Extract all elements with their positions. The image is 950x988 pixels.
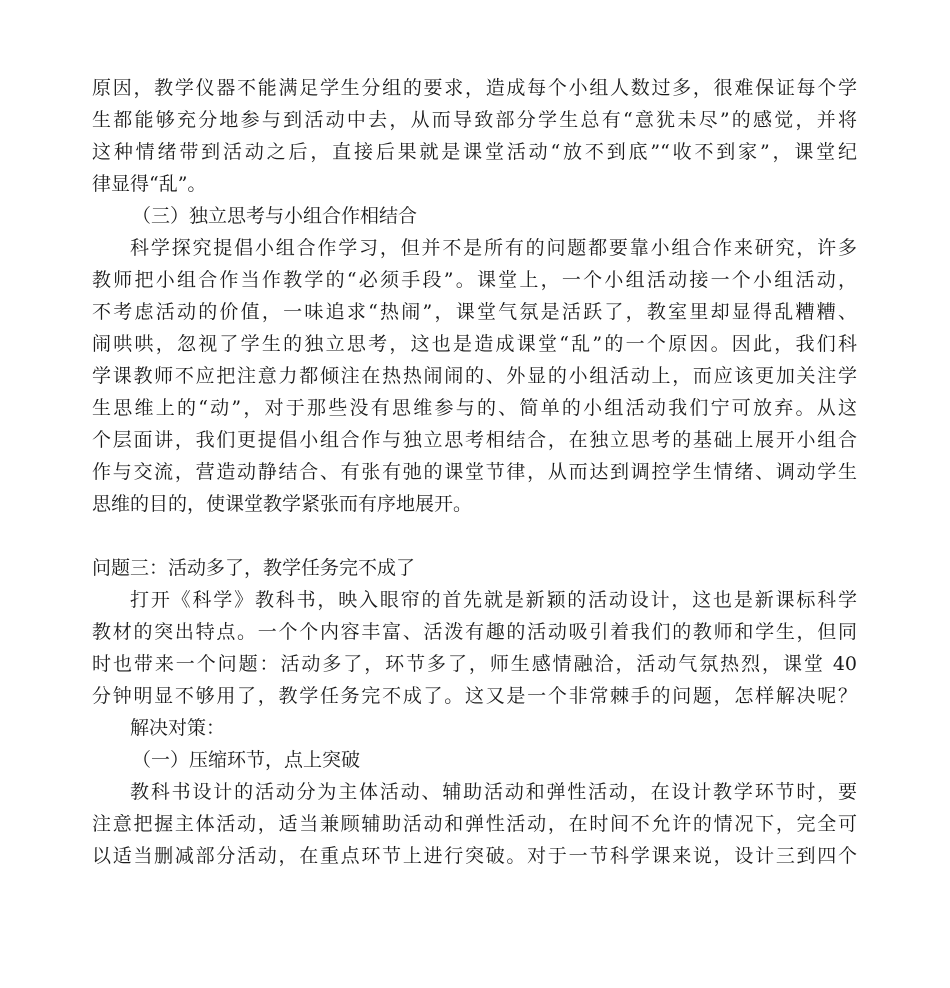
paragraph-line: 打开《科学》教科书，映入眼帘的首先就是新颖的活动设计，这也是新课标科学 [130, 589, 857, 611]
paragraph-line: 教师把小组合作当作教学的“必须手段”。课堂上，一个小组活动接一个小组活动， [92, 269, 857, 291]
paragraph-line: 作与交流，营造动静结合、有张有弛的课堂节律，从而达到调控学生情绪、调动学生 [92, 461, 857, 483]
paragraph-line: 教科书设计的活动分为主体活动、辅助活动和弹性活动，在设计教学环节时，要 [130, 781, 857, 803]
paragraph-line: 时也带来一个问题：活动多了，环节多了，师生感情融洽，活动气氛热烈，课堂 40 [92, 653, 857, 675]
problem-heading: 问题三：活动多了，教学任务完不成了 [92, 557, 416, 579]
section-heading: （一）压缩环节，点上突破 [132, 749, 361, 771]
paragraph-line: 生思维上的“动”，对于那些没有思维参与的、简单的小组活动我们宁可放弃。从这 [92, 397, 857, 419]
paragraph-line: 不考虑活动的价值，一味追求“热闹”，课堂气氛是活跃了，教室里却显得乱糟糟、 [92, 301, 857, 323]
paragraph-line: 这种情绪带到活动之后，直接后果就是课堂活动“放不到底”“收不到家”，课堂纪 [92, 141, 857, 163]
paragraph-line: 思维的目的，使课堂教学紧张而有序地展开。 [92, 493, 473, 515]
document-page [92, 72, 857, 872]
section-heading: （三）独立思考与小组合作相结合 [132, 205, 418, 227]
solution-label: 解决对策： [130, 717, 226, 739]
paragraph-line: 注意把握主体活动，适当兼顾辅助活动和弹性活动，在时间不允许的情况下，完全可 [92, 813, 857, 835]
paragraph-line: 闹哄哄，忽视了学生的独立思考，这也是造成课堂“乱”的一个原因。因此，我们科 [92, 333, 857, 355]
paragraph-line: 个层面讲，我们更提倡小组合作与独立思考相结合，在独立思考的基础上展开小组合 [92, 429, 857, 451]
paragraph-line: 以适当删减部分活动，在重点环节上进行突破。对于一节科学课来说，设计三到四个 [92, 845, 857, 867]
paragraph-line: 律显得“乱”。 [92, 173, 207, 195]
paragraph-line: 科学探究提倡小组合作学习，但并不是所有的问题都要靠小组合作来研究，许多 [130, 237, 857, 259]
paragraph-line: 学课教师不应把注意力都倾注在热热闹闹的、外显的小组活动上，而应该更加关注学 [92, 365, 857, 387]
paragraph-line: 原因，教学仪器不能满足学生分组的要求，造成每个小组人数过多，很难保证每个学 [92, 77, 857, 99]
paragraph-line: 教材的突出特点。一个个内容丰富、活泼有趣的活动吸引着我们的教师和学生，但同 [92, 621, 857, 643]
paragraph-line: 生都能够充分地参与到活动中去，从而导致部分学生总有“意犹未尽”的感觉，并将 [92, 109, 857, 131]
blank-line [92, 520, 857, 552]
paragraph-line: 分钟明显不够用了，教学任务完不成了。这又是一个非常棘手的问题，怎样解决呢？ [92, 685, 857, 707]
